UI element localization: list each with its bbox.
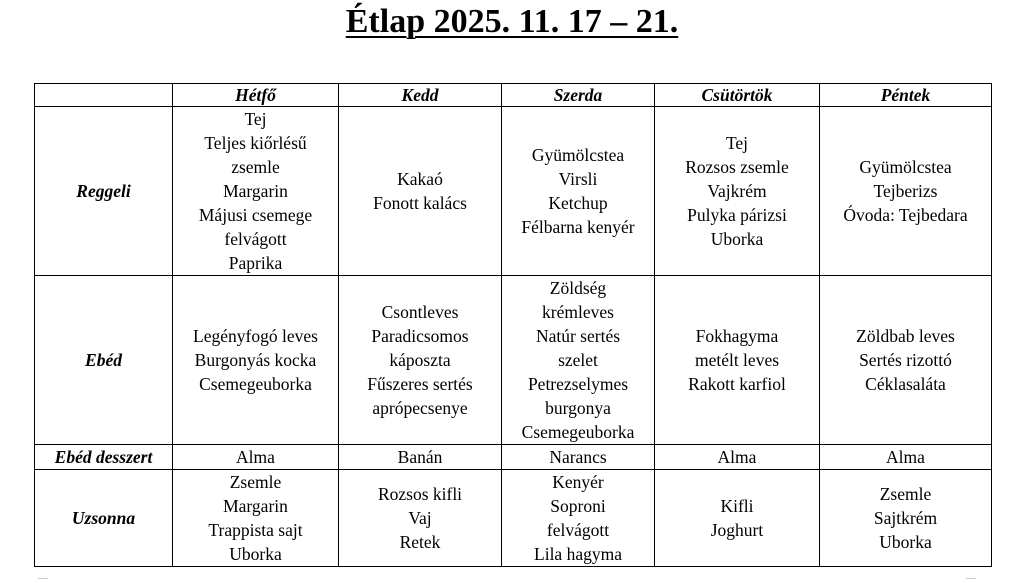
day-header: Szerda [502, 84, 655, 107]
day-header: Hétfő [173, 84, 339, 107]
meal-label: Ebéd [35, 276, 173, 445]
menu-cell [502, 276, 655, 445]
menu-item: Uborka [879, 532, 932, 552]
menu-item: Májusi csemege [198, 205, 313, 225]
menu-item: aprópecsenye [372, 398, 468, 418]
menu-item: Alma [886, 447, 925, 467]
menu-item: Uborka [229, 544, 282, 564]
menu-item: Óvoda: Tejbedara [843, 205, 968, 225]
menu-item: Lila hagyma [534, 544, 622, 564]
menu-item: Zöldség [549, 278, 607, 298]
menu-item: Fokhagyma [695, 326, 779, 346]
menu-item: Virsli [558, 169, 598, 189]
menu-item: Margarin [223, 496, 288, 516]
menu-cell [339, 445, 502, 470]
menu-item: Ketchup [548, 193, 608, 213]
day-header: Csütörtök [655, 84, 820, 107]
menu-item: Paradicsomos [371, 326, 469, 346]
menu-item: Rakott karfiol [688, 374, 786, 394]
menu-item: Céklasaláta [865, 374, 946, 394]
menu-item: Retek [399, 532, 441, 552]
menu-item: Uborka [710, 229, 764, 249]
menu-item: Rozsos kifli [377, 484, 463, 504]
menu-item: Margarin [223, 181, 288, 201]
meal-row [35, 107, 992, 276]
menu-item: Natúr sertés [535, 326, 621, 346]
menu-item: zsemle [231, 157, 280, 177]
menu-item: Pulyka párizsi [687, 205, 787, 225]
menu-item: Soproni [550, 496, 606, 516]
menu-item: Vaj [408, 508, 432, 528]
day-header: Kedd [339, 84, 502, 107]
menu-item: Félbarna kenyér [521, 217, 635, 237]
menu-cell [820, 276, 992, 445]
page-corner-mark [38, 578, 48, 584]
menu-item: burgonya [545, 398, 611, 418]
menu-item: Zöldbab leves [856, 326, 955, 346]
menu-cell [339, 107, 502, 276]
menu-item: Paprika [228, 253, 283, 273]
menu-item: Legényfogó leves [193, 326, 318, 346]
day-header: Péntek [820, 84, 992, 107]
menu-cell [502, 445, 655, 470]
menu-item: Zsemle [229, 472, 282, 492]
meal-row [35, 445, 992, 470]
menu-item: Vajkrém [707, 181, 767, 201]
menu-item: Csemegeuborka [199, 374, 312, 394]
page-corner-mark [966, 578, 976, 584]
menu-item: Zsemle [879, 484, 932, 504]
header-row [35, 84, 992, 107]
menu-cell [339, 276, 502, 445]
menu-item: Kifli [720, 496, 754, 516]
menu-cell [173, 445, 339, 470]
menu-item: metélt leves [694, 350, 780, 370]
menu-cell [655, 276, 820, 445]
menu-item: Banán [397, 447, 443, 467]
menu-cell [173, 276, 339, 445]
menu-cell [820, 470, 992, 567]
corner-cell [35, 84, 173, 107]
menu-item: Gyümölcstea [531, 145, 625, 165]
menu-item: Tej [244, 109, 267, 129]
menu-item: Tejberizs [873, 181, 938, 201]
menu-item: Kakaó [397, 169, 443, 189]
menu-item: Kenyér [552, 472, 604, 492]
menu-item: Fűszeres sertés [367, 374, 473, 394]
menu-cell [655, 445, 820, 470]
page-title: Étlap 2025. 11. 17 – 21. [345, 3, 679, 40]
menu-item: Csontleves [381, 302, 459, 322]
menu-cell [655, 107, 820, 276]
menu-item: Petrezselymes [527, 374, 629, 394]
menu-cell [820, 107, 992, 276]
menu-item: Narancs [549, 447, 607, 467]
menu-item: Alma [717, 447, 757, 467]
menu-cell [173, 107, 339, 276]
menu-cell [502, 107, 655, 276]
menu-item: Tej [725, 133, 749, 153]
menu-cell [655, 470, 820, 567]
menu-item: Sertés rizottó [859, 350, 952, 370]
menu-item: felvágott [224, 229, 287, 249]
menu-item: Joghurt [710, 520, 764, 540]
menu-cell [173, 470, 339, 567]
menu-item: Gyümölcstea [859, 157, 952, 177]
menu-cell [502, 470, 655, 567]
meal-label: Reggeli [35, 107, 173, 276]
menu-item: káposzta [389, 350, 451, 370]
menu-item: Rozsos zsemle [685, 157, 789, 177]
menu-item: Teljes kiőrlésű [204, 133, 307, 153]
meal-row [35, 276, 992, 445]
menu-item: Sajtkrém [873, 508, 938, 528]
menu-item: szelet [558, 350, 598, 370]
menu-item: Csemegeuborka [521, 422, 635, 442]
menu-cell [820, 445, 992, 470]
meal-row [35, 470, 992, 567]
menu-item: Burgonyás kocka [194, 350, 317, 370]
menu-cell [339, 470, 502, 567]
menu-item: Alma [236, 447, 275, 467]
meal-label: Uzsonna [35, 470, 173, 567]
menu-item: Trappista sajt [208, 520, 303, 540]
menu-item: krémleves [542, 302, 614, 322]
menu-table [34, 83, 992, 567]
menu-item: felvágott [546, 520, 610, 540]
meal-label: Ebéd desszert [35, 445, 173, 470]
menu-item: Fonott kalács [373, 193, 467, 213]
